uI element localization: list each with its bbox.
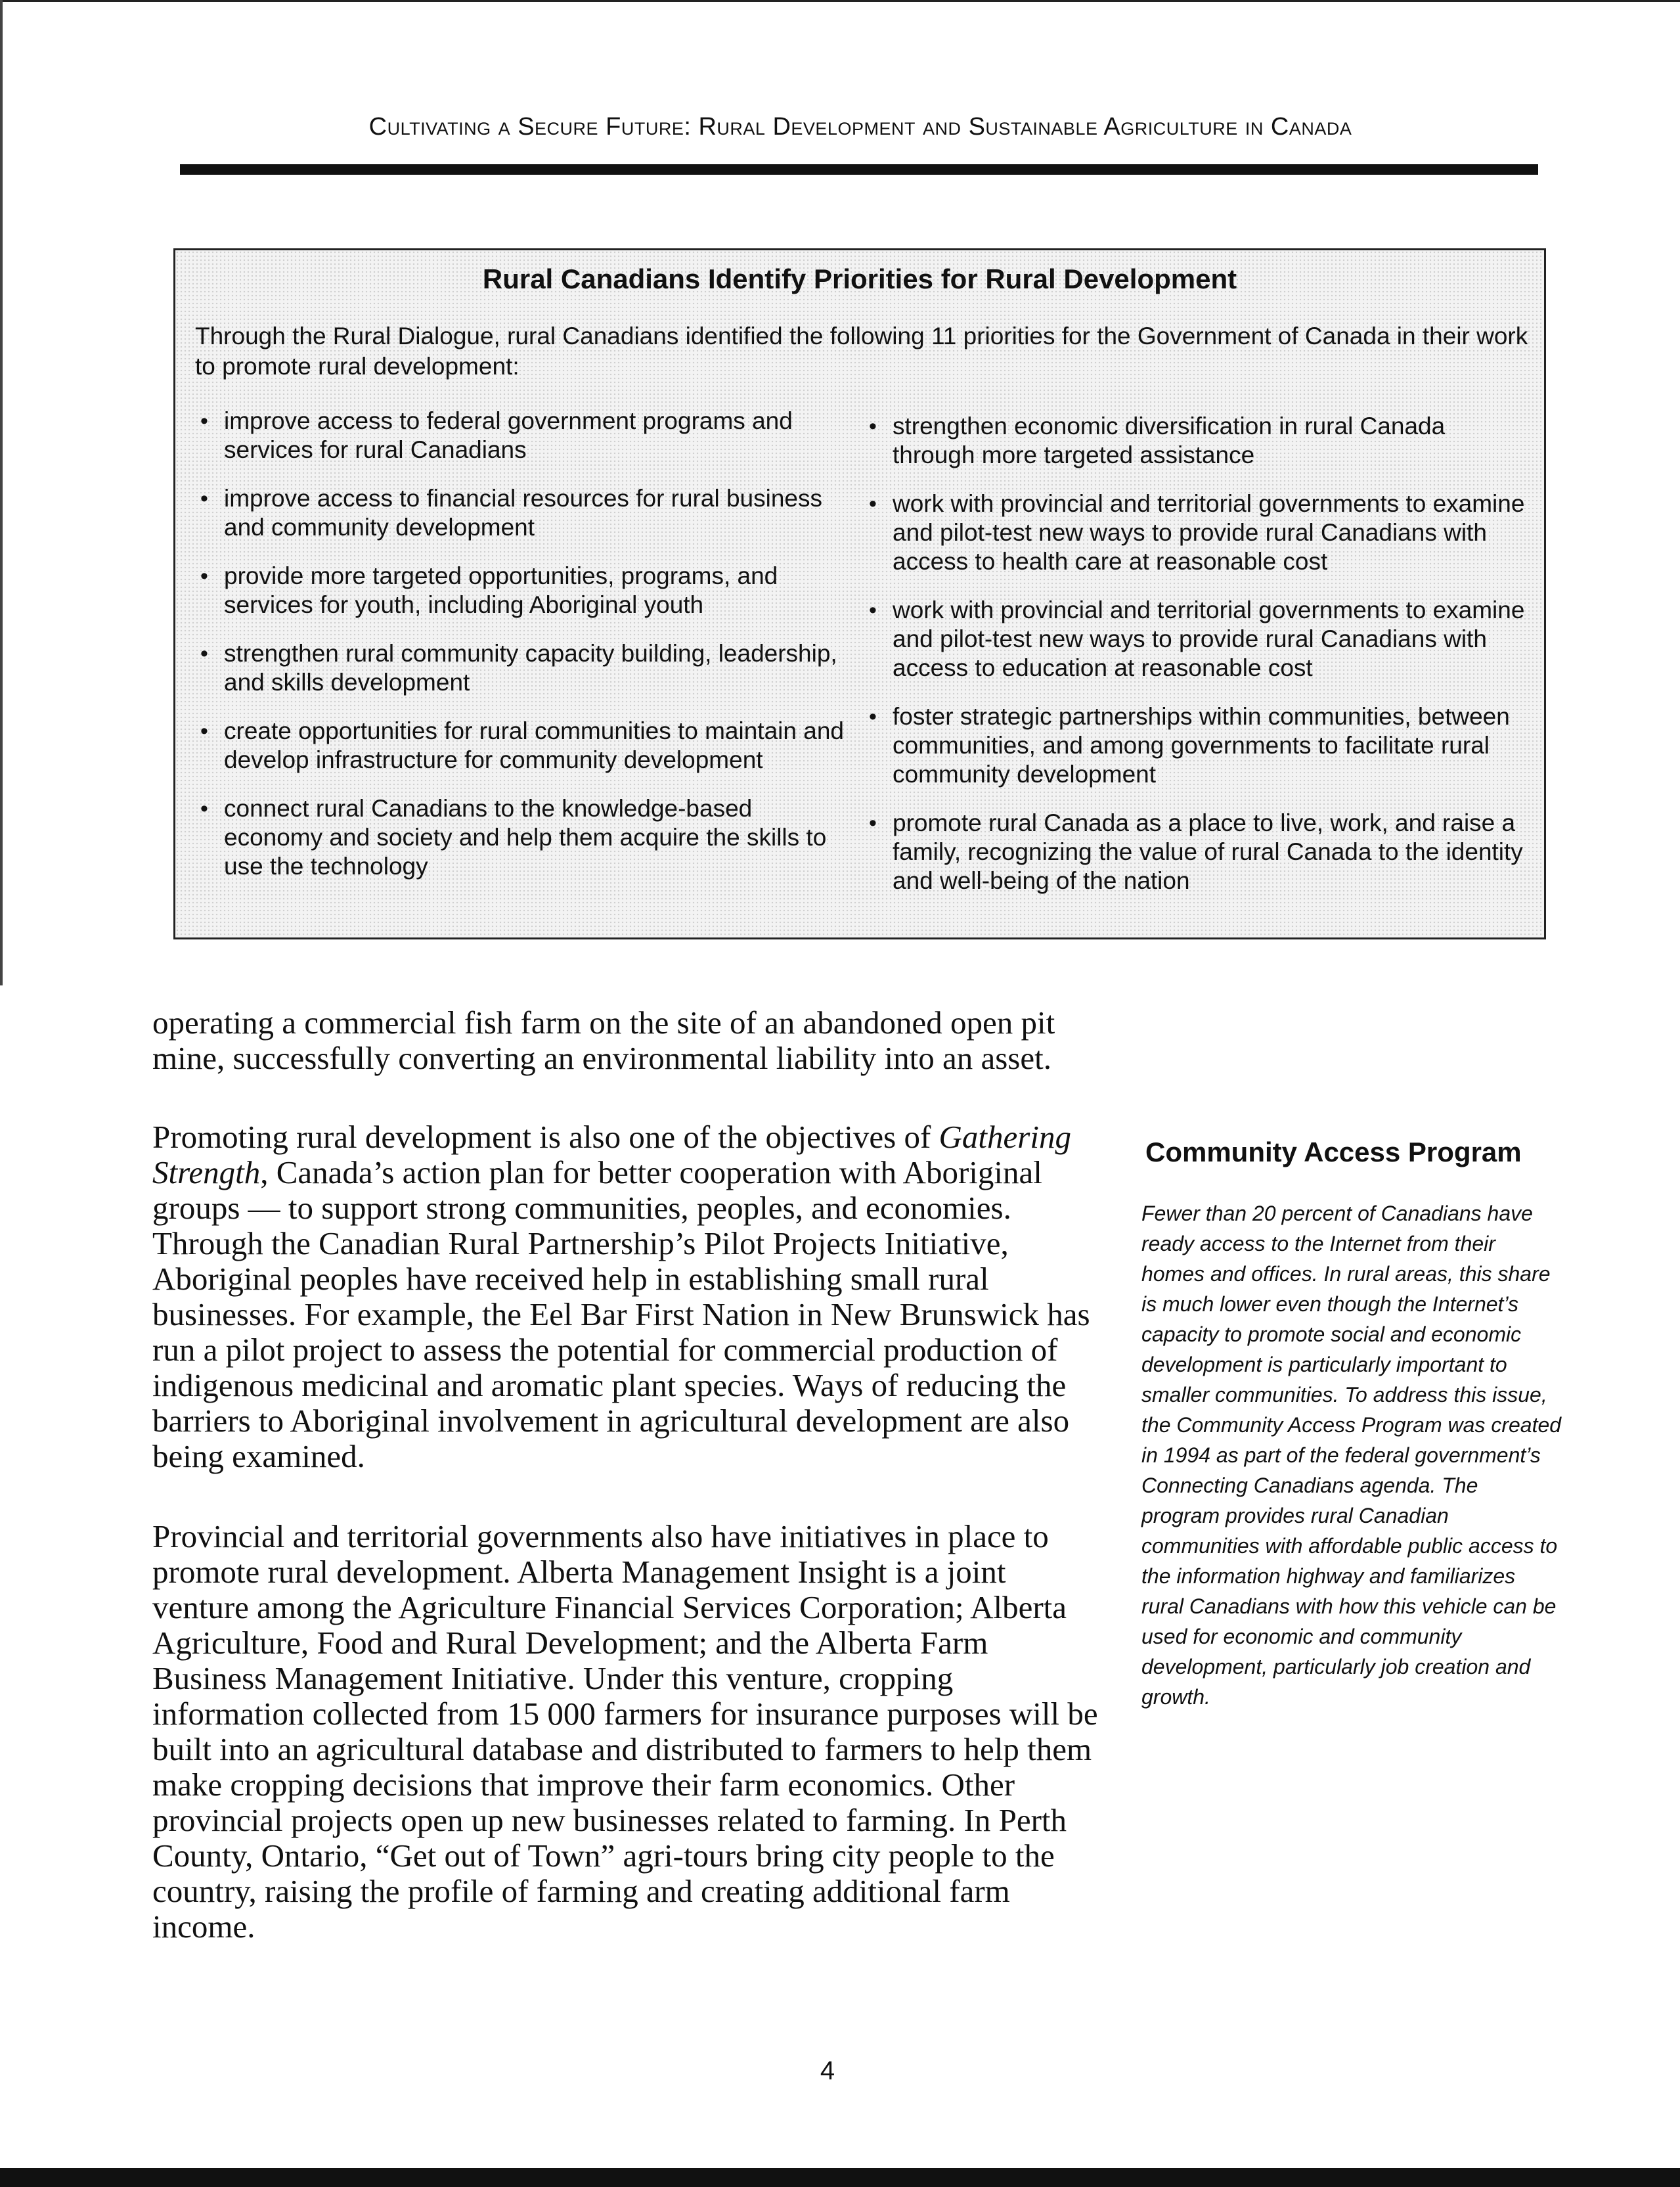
priorities-right-list: [864, 412, 1534, 915]
list-item: [195, 794, 852, 881]
list-item-text: strengthen rural community capacity building, leadership, and skills development: [224, 640, 837, 696]
bullet-icon: •: [200, 409, 208, 434]
list-item-text: connect rural Canadians to the knowledge-based economy and society and help them acquire the skills to use the technology: [224, 795, 827, 880]
bullet-icon: •: [869, 414, 877, 439]
priorities-box: [173, 248, 1546, 939]
list-item: [864, 702, 1534, 789]
top-rule: [0, 0, 1680, 2]
running-header: Cultivating a Secure Future: Rural Development and Sustainable Agriculture in Canada: [368, 113, 1352, 141]
sidebar-title: Community Access Program: [1145, 1137, 1522, 1167]
list-item: [864, 596, 1534, 683]
sidebar-text: Fewer than 20 percent of Canadians have ready access to the Internet from their homes and offices. In rural areas, this share is much lower even though the Internet’s capacity to promote social and economic development is particularly important to smaller communities. To address this issue, the Community Access Program was created in 1994 as part of the federal government’s Connecting Canadians agenda. The program provides rural Canadian communities with affordable public access to the information highway and familiarizes rural Canadians with how this vehicle can be used for economic and community development, particularly job creation and growth.: [1141, 1202, 1562, 1709]
bullet-icon: •: [869, 704, 877, 729]
list-item: [195, 407, 852, 464]
bullet-icon: •: [869, 598, 877, 623]
list-item: [864, 412, 1534, 470]
paragraph-text: , Canada’s action plan for better cooperation with Aboriginal groups — to support strong communities, peoples, and economies. Through the Canadian Rural Partnership’s Pilot Projects Initiative, Aboriginal peoples have received help in establishing small rural businesses. For example, the Eel Bar First Nation in New Brunswick has run a pilot project to assess the potential for commercial production of indigenous medicinal and aromatic plant species. Ways of reducing the barriers to Aboriginal involvement in agricultural development are also being examined.: [152, 1154, 1090, 1474]
list-item-text: promote rural Canada as a place to live, work, and raise a family, recognizing the value of rural Canada to the identity and well-being of the nation: [893, 809, 1523, 894]
list-item-text: work with provincial and territorial governments to examine and pilot-test new ways to provide rural Canadians with access to education at reasonable cost: [893, 597, 1525, 681]
page-number: 4: [820, 2056, 835, 2085]
priorities-box-intro: Through the Rural Dialogue, rural Canadians identified the following 11 priorities for the Government of Canada in their work to promote rural development:: [195, 323, 1528, 380]
body-paragraph: operating a commercial fish farm on the site of an abandoned open pit mine, successfully converting an environmental liability into an asset.: [152, 1004, 1055, 1076]
list-item-text: create opportunities for rural communities to maintain and develop infrastructure for community development: [224, 717, 844, 773]
list-item-text: improve access to financial resources for rural business and community development: [224, 485, 822, 541]
scan-edge: [0, 0, 3, 985]
bullet-icon: •: [200, 796, 208, 821]
header-rule: [180, 164, 1538, 175]
list-item: [195, 562, 852, 620]
bullet-icon: •: [200, 486, 208, 511]
list-item-text: improve access to federal government programs and services for rural Canadians: [224, 407, 793, 463]
body-paragraph: [152, 1119, 1105, 1474]
priorities-left-list: [195, 407, 852, 901]
list-item-text: strengthen economic diversification in rural Canada through more targeted assistance: [893, 413, 1446, 468]
bullet-icon: •: [869, 491, 877, 516]
bottom-rule: [0, 2168, 1680, 2187]
list-item: [195, 639, 852, 697]
list-item-text: work with provincial and territorial governments to examine and pilot-test new ways to provide rural Canadians with access to health care at reasonable cost: [893, 490, 1525, 575]
list-item-text: foster strategic partnerships within communities, between communities, and among governments to facilitate rural community development: [893, 703, 1510, 788]
body-paragraph: Provincial and territorial governments also have initiatives in place to promote rural development. Alberta Management Insight is a joint venture among the Agriculture Financial Services Corporation; Alberta Agriculture, Food and Rural Development; and the Alberta Farm Business Management Initiative. Under this venture, cropping information collected from 15 000 farmers for insurance purposes will be built into an agricultural database and distributed to farmers to help them make cropping decisions that improve their farm economics. Other provincial projects open up new businesses related to farming. In Perth County, Ontario, “Get out of Town” agri-tours bring city people to the country, raising the profile of farming and creating additional farm income.: [152, 1518, 1098, 1945]
bullet-icon: •: [200, 641, 208, 666]
list-item: [195, 484, 852, 542]
list-item: [195, 717, 852, 775]
publication-title: Gathering Strength: [152, 1119, 1071, 1190]
list-item: [864, 809, 1534, 895]
bullet-icon: •: [200, 719, 208, 744]
paragraph-text: Promoting rural development is also one of the objectives of: [152, 1119, 939, 1155]
list-item-text: provide more targeted opportunities, programs, and services for youth, including Aboriginal youth: [224, 562, 778, 618]
bullet-icon: •: [869, 811, 877, 836]
list-item: [864, 489, 1534, 576]
bullet-icon: •: [200, 564, 208, 589]
priorities-box-title: Rural Canadians Identify Priorities for Rural Development: [482, 263, 1237, 294]
